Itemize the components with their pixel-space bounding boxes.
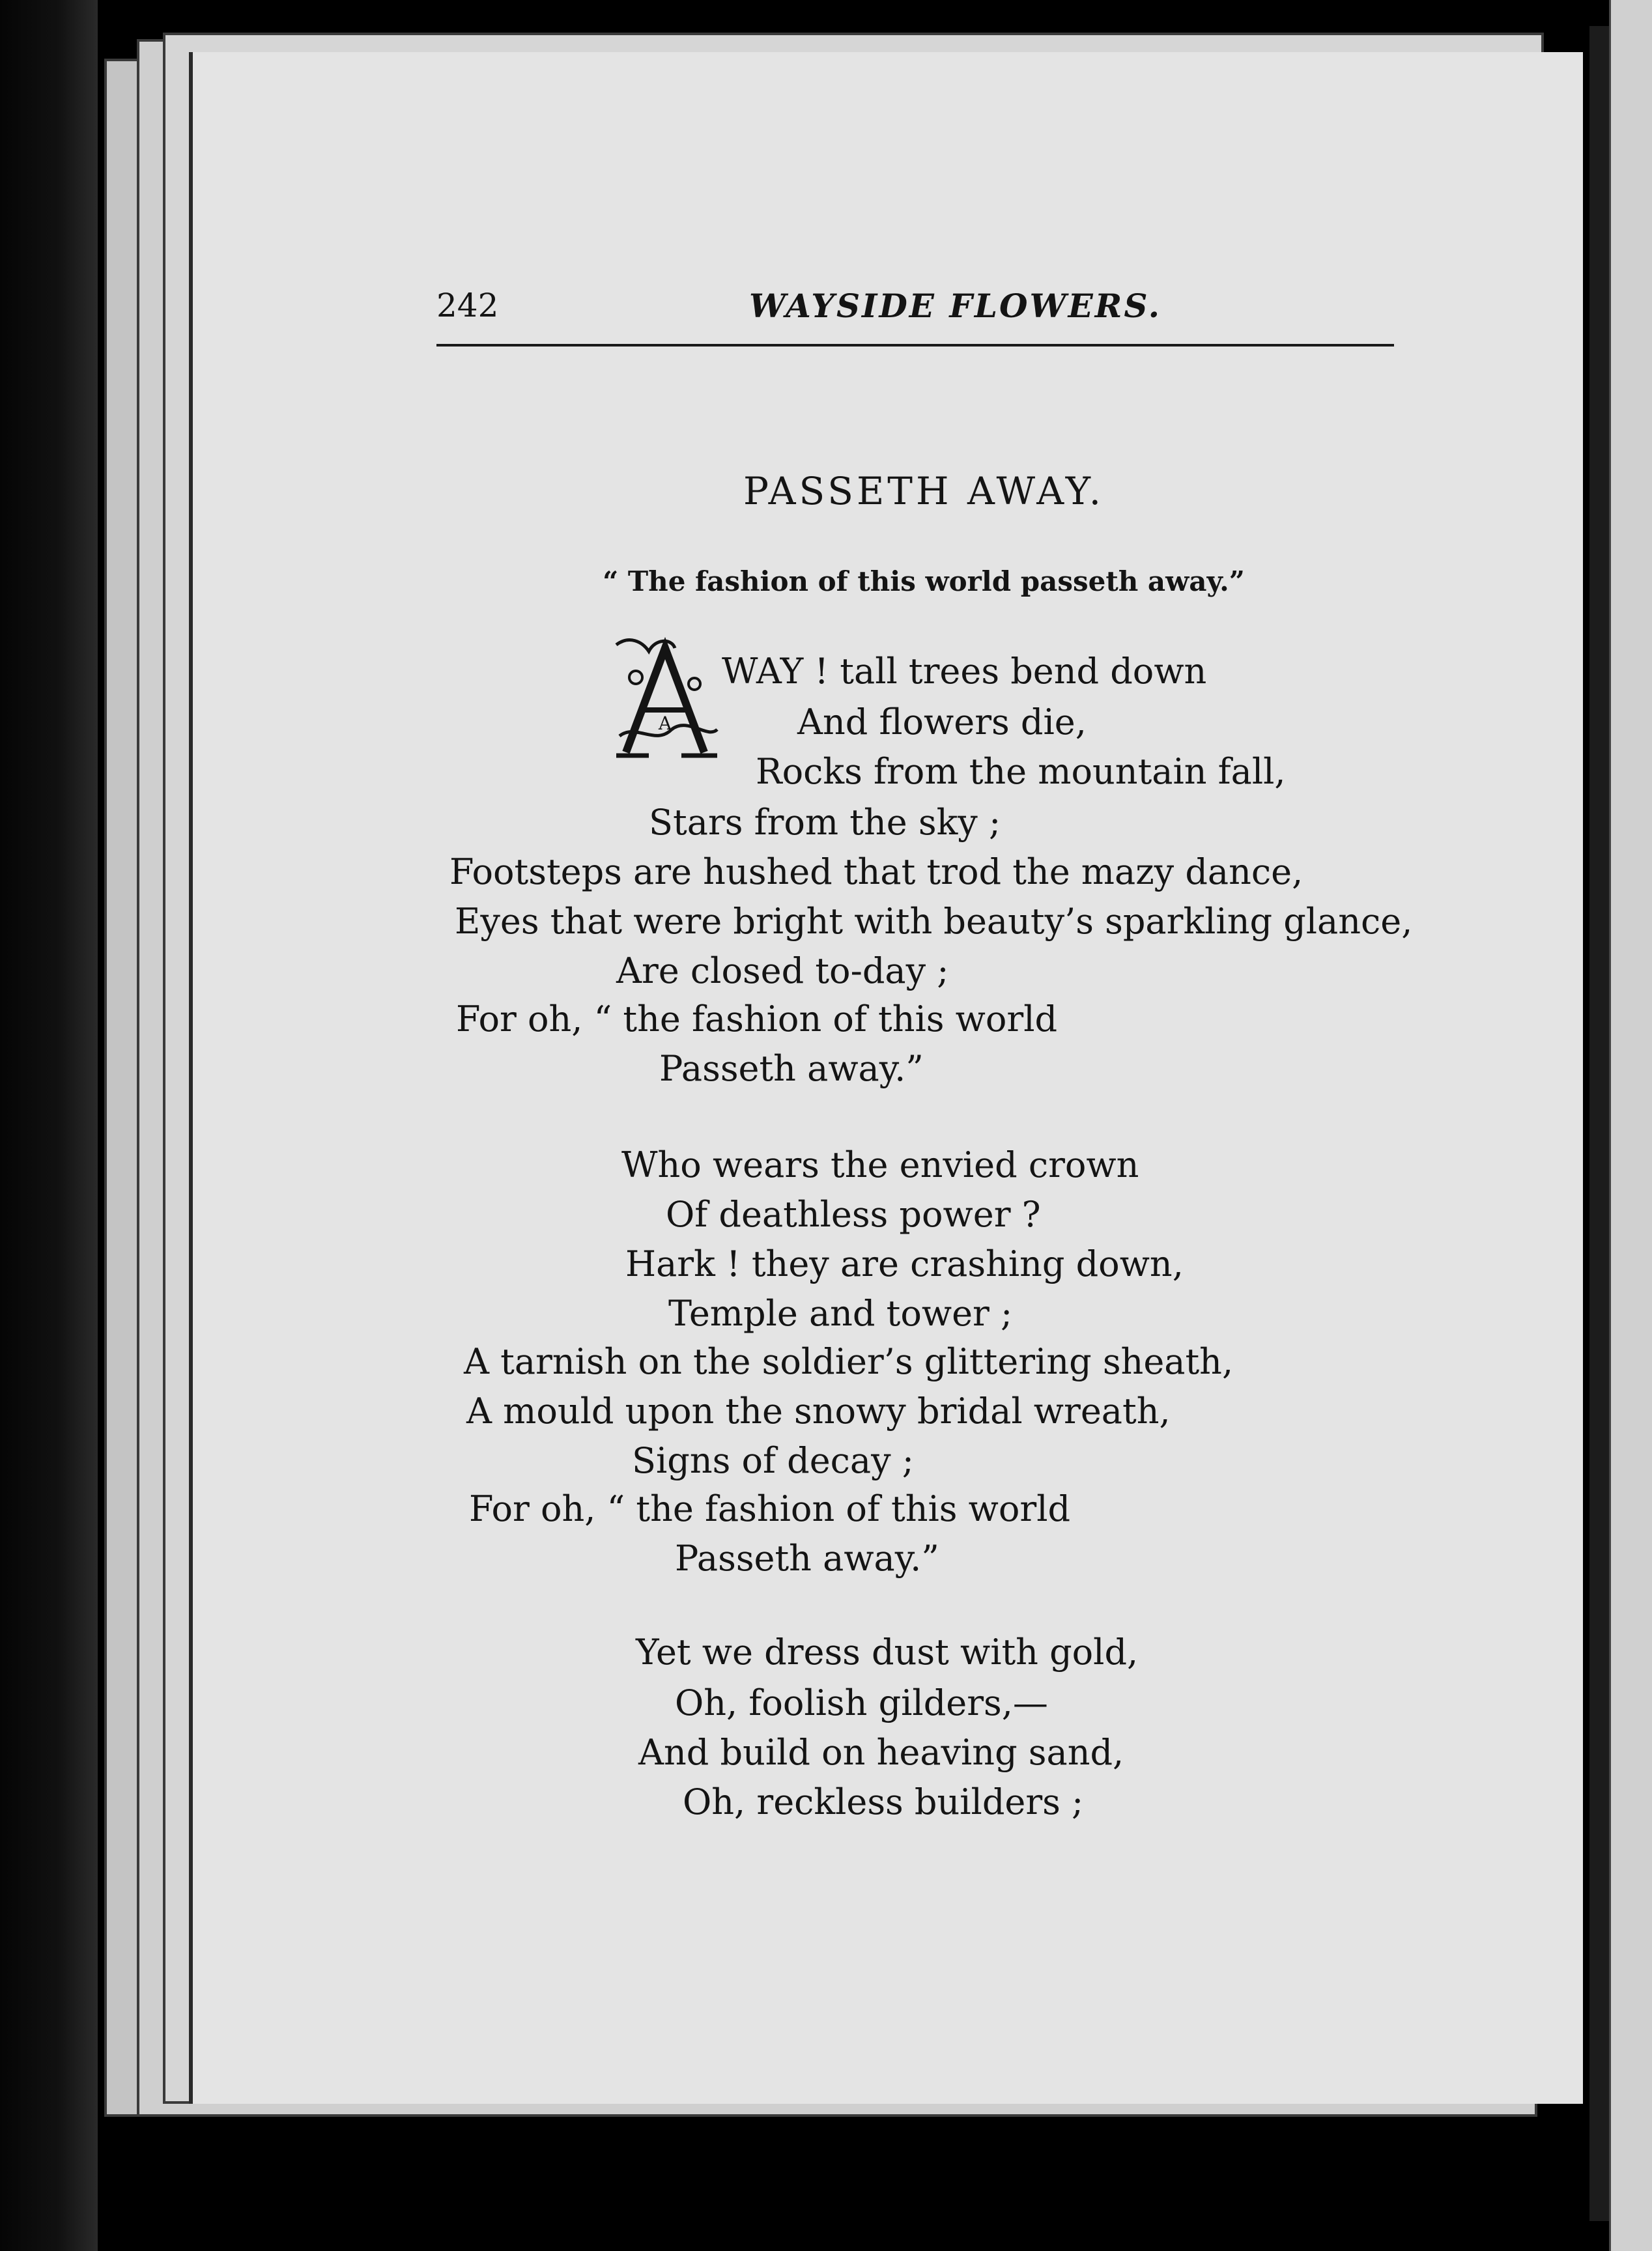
ornamental-drop-cap: [610, 632, 720, 762]
poem-line: Signs of decay ;: [632, 1440, 914, 1481]
poem-line: Oh, reckless builders ;: [683, 1781, 1084, 1822]
poem-line: Passeth away.”: [659, 1048, 924, 1089]
drop-cap-letter: A: [658, 713, 672, 734]
poem-line: Footsteps are hushed that trod the mazy dance,: [449, 851, 1303, 892]
poem-line: Of deathless power ?: [666, 1194, 1041, 1235]
poem-line: WAY ! tall trees bend down: [722, 651, 1207, 692]
poem-line: And build on heaving sand,: [638, 1732, 1124, 1773]
poem-title: PASSETH AWAY.: [743, 469, 1105, 513]
header-rule: [436, 344, 1394, 347]
poem-line: Eyes that were bright with beauty’s sparkling glance,: [455, 901, 1413, 942]
poem-line: Passeth away.”: [675, 1538, 939, 1579]
poem-line: Stars from the sky ;: [649, 802, 1001, 843]
poem-line: Temple and tower ;: [668, 1293, 1013, 1334]
poem-line: For oh, “ the fashion of this world: [469, 1488, 1071, 1529]
running-head: WAYSIDE FLOWERS.: [749, 287, 1162, 325]
page-spine-shadow: [1589, 26, 1609, 2221]
scan-left-margin: [0, 0, 98, 2251]
poem-line: Yet we dress dust with gold,: [636, 1632, 1139, 1673]
poem-line: Hark ! they are crashing down,: [625, 1243, 1184, 1284]
poem-line: Are closed to-day ;: [616, 950, 949, 991]
scan-right-margin: [1609, 0, 1652, 2251]
poem-epigraph: “ The fashion of this world passeth away.”: [603, 565, 1245, 597]
poem-line: And flowers die,: [797, 701, 1087, 743]
poem-line: Oh, foolish gilders,—: [675, 1682, 1048, 1723]
poem-line: A tarnish on the soldier’s glittering sheath,: [464, 1341, 1234, 1382]
poem-line: Rocks from the mountain fall,: [756, 751, 1286, 792]
poem-line: A mould upon the snowy bridal wreath,: [466, 1391, 1171, 1432]
page-number: 242: [436, 287, 499, 324]
poem-line: For oh, “ the fashion of this world: [456, 998, 1058, 1040]
poem-line: Who wears the envied crown: [621, 1144, 1139, 1185]
